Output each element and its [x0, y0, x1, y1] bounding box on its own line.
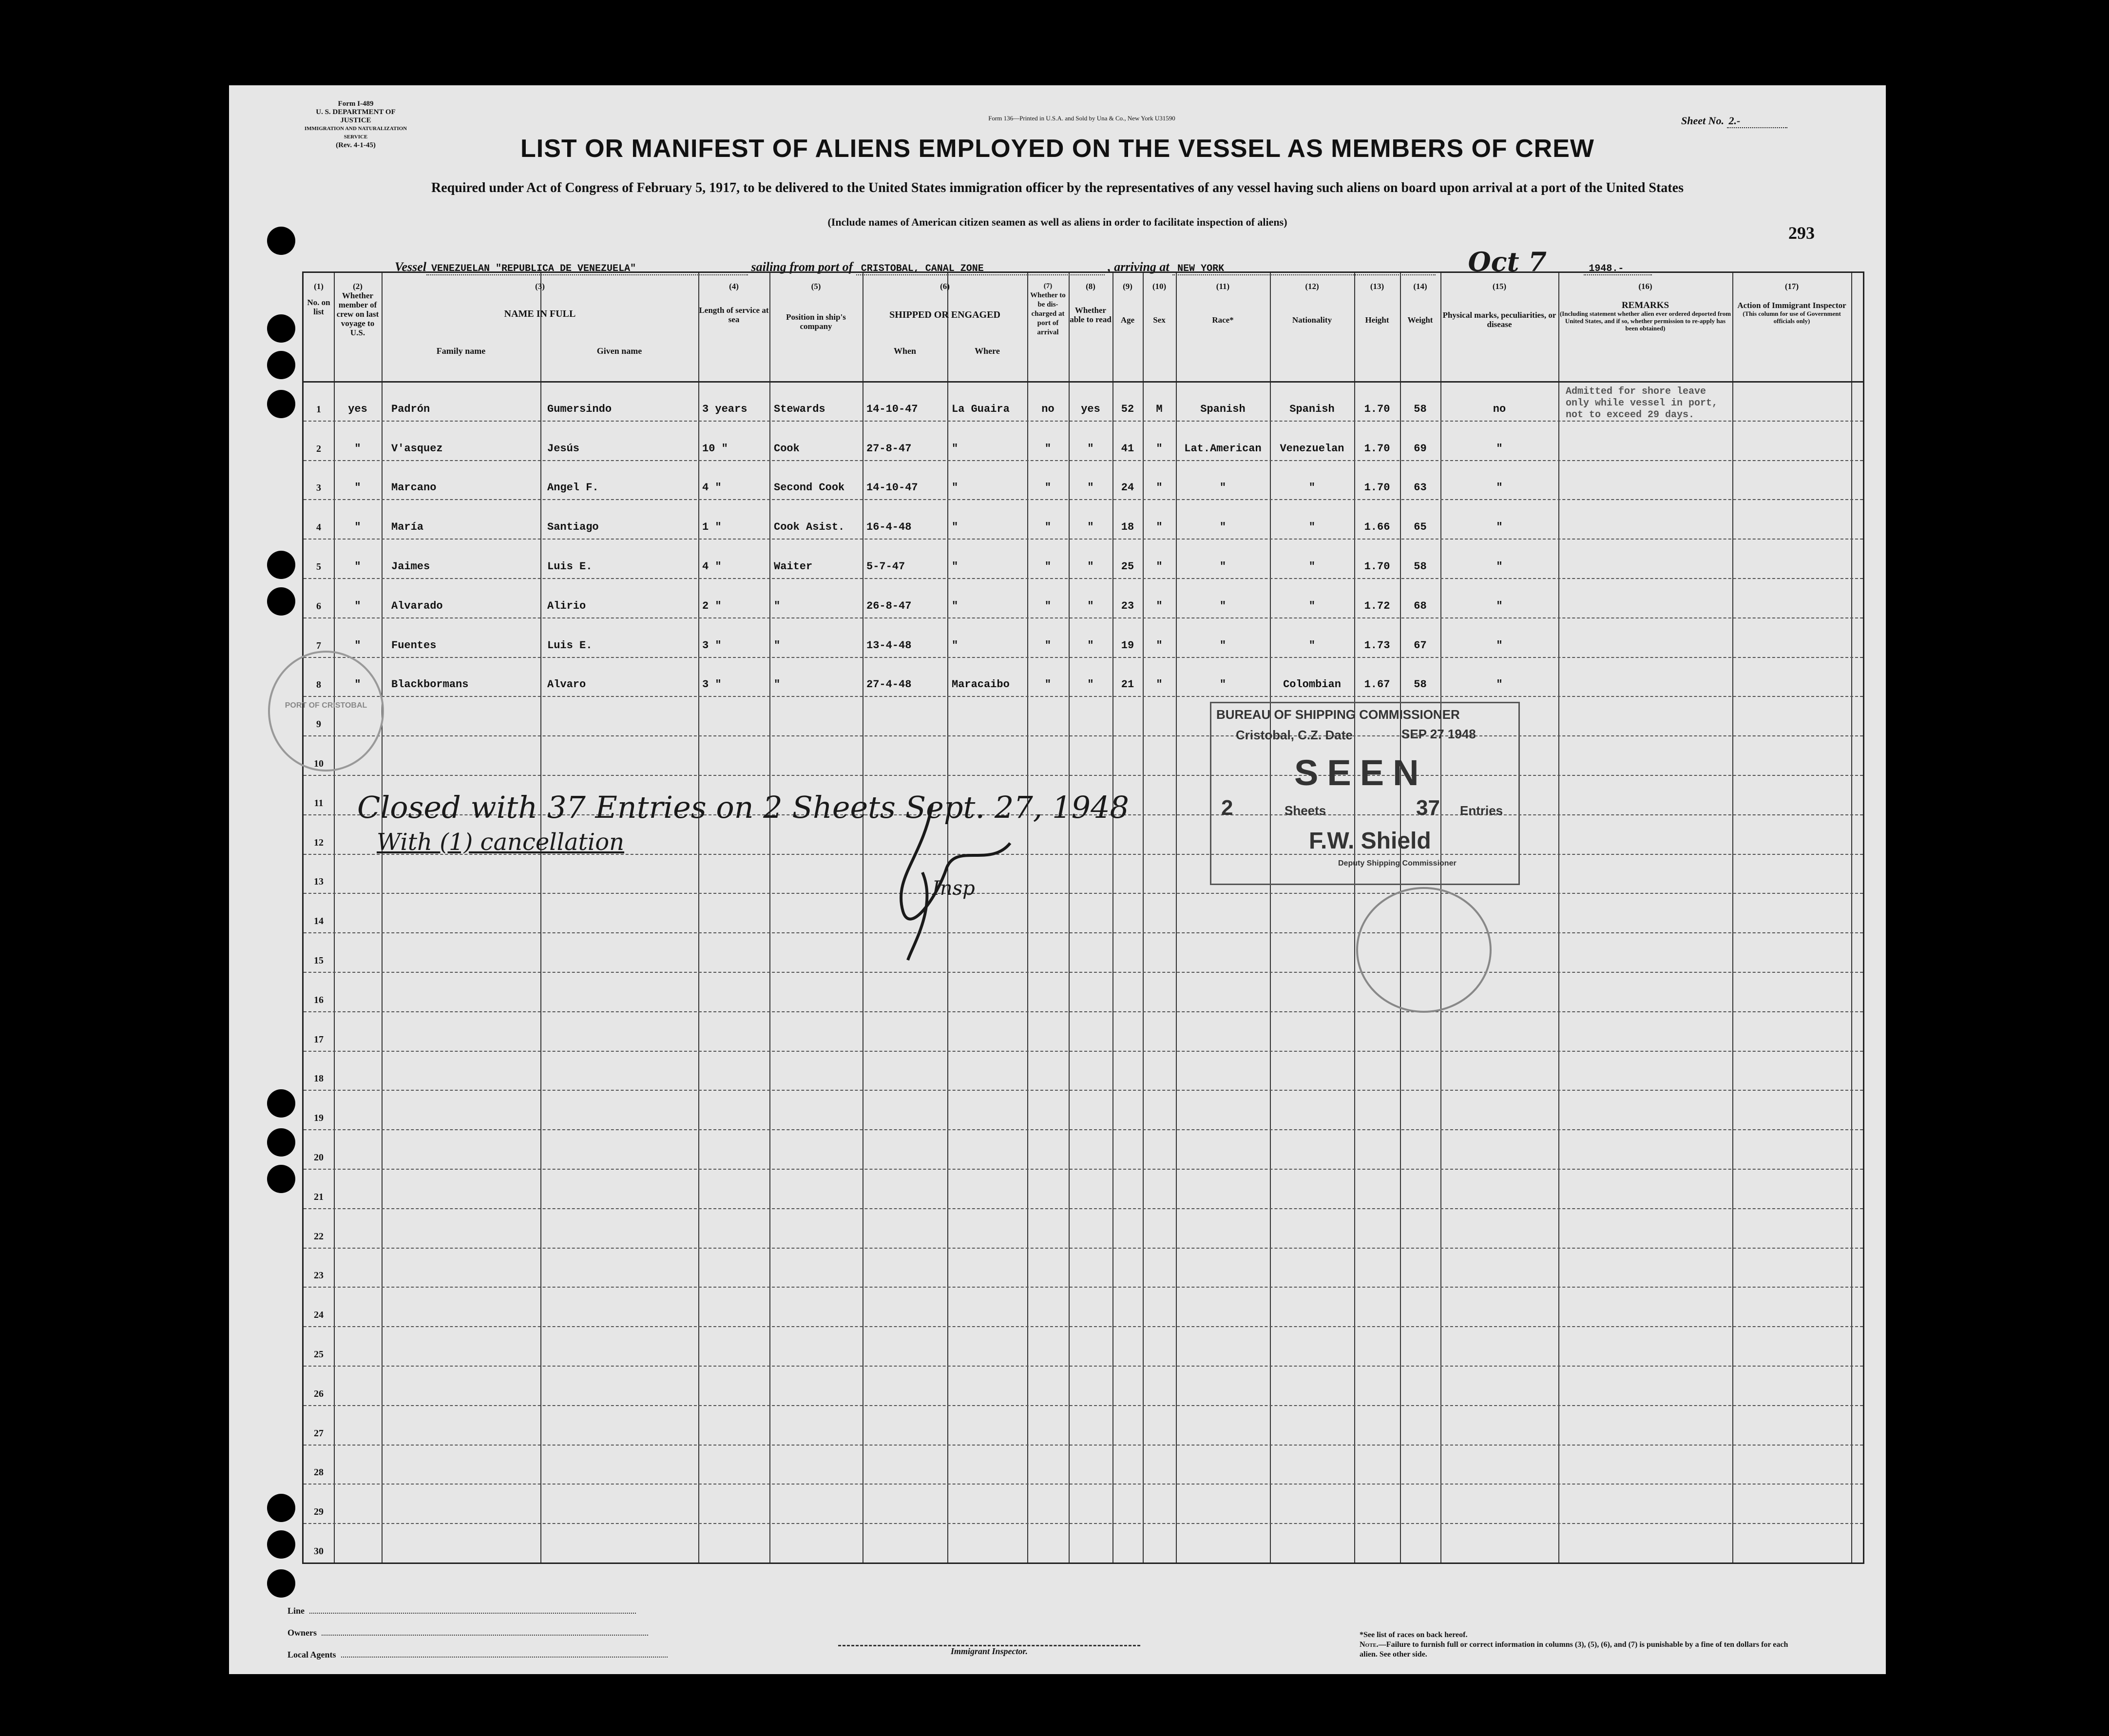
col-6-header: (6) SHIPPED OR ENGAGED: [889, 282, 1000, 320]
col-17-header: (17) Action of Immigrant Inspector (This column for use of Government officials only): [1737, 282, 1846, 325]
col-14-header: (14) Weight: [1407, 282, 1433, 325]
cell-given: Alvaro: [547, 678, 586, 691]
cell-race: ": [1219, 678, 1227, 691]
fine-note: —Failure to furnish full or correct information in columns (3), (5), (6), and (7) is punishable by a fine of ten dollars for each alien. See other side.: [1360, 1640, 1788, 1659]
row-number: 2: [316, 443, 321, 454]
cell-family: Jaimes: [391, 560, 430, 573]
sheet-number: [1681, 115, 1787, 128]
cell-discharged: ": [1044, 599, 1052, 612]
cell-age: 18: [1121, 521, 1134, 534]
cell-family: Padrón: [391, 403, 430, 415]
cell-where: ": [952, 521, 959, 534]
cell-crew: ": [354, 482, 361, 494]
cell-where: La Guaira: [952, 403, 1010, 415]
col-15-header: (15) Physical marks, peculiarities, or disease: [1442, 282, 1556, 329]
row-divider: [304, 1051, 1863, 1052]
cell-family: Marcano: [391, 482, 437, 494]
cell-family: V'asquez: [391, 442, 443, 455]
cell-where: ": [952, 442, 959, 455]
cell-family: Fuentes: [391, 639, 437, 652]
cell-crew: ": [354, 599, 361, 612]
cell-sex: ": [1156, 560, 1163, 573]
vessel-name: VENEZUELAN "REPUBLICA DE VENEZUELA": [426, 263, 748, 275]
cell-weight: 63: [1414, 482, 1427, 494]
cell-height: 1.67: [1364, 678, 1390, 691]
stamp-signature: F.W. Shield: [1309, 828, 1431, 854]
stamp-entries-label: Entries: [1460, 803, 1503, 818]
cell-race: ": [1219, 599, 1227, 612]
cell-nationality: ": [1308, 482, 1316, 494]
cell-discharged: ": [1044, 560, 1052, 573]
cell-service: 1 ": [702, 521, 722, 534]
cell-weight: 58: [1414, 678, 1427, 691]
col-9-header: (9) Age: [1120, 282, 1135, 325]
footer-notes: [1360, 1630, 1798, 1659]
table-header: [304, 273, 1863, 383]
cell-crew: ": [354, 521, 361, 534]
col-12-header: (12) Nationality: [1292, 282, 1332, 325]
cell-crew: yes: [348, 403, 367, 415]
cell-height: 1.70: [1364, 403, 1390, 415]
cell-discharged: ": [1044, 482, 1052, 494]
row-divider: [304, 775, 1863, 776]
cell-service: 3 ": [702, 639, 722, 652]
cell-service: 3 years: [702, 403, 748, 415]
cell-sex: ": [1156, 599, 1163, 612]
row-number: 3: [316, 482, 321, 494]
cell-given: Gumersindo: [547, 403, 612, 415]
row-divider: [304, 1090, 1863, 1091]
cell-when: 26-8-47: [866, 599, 912, 612]
cell-marks: no: [1493, 403, 1506, 415]
cell-marks: ": [1496, 521, 1503, 534]
cell-where: ": [952, 639, 959, 652]
stamp-entries-value: 37: [1416, 796, 1440, 820]
cell-given: Santiago: [547, 521, 599, 534]
cell-crew: ": [354, 442, 361, 455]
row-number: 8: [316, 679, 321, 691]
cell-nationality: Venezuelan: [1280, 442, 1344, 455]
cell-age: 21: [1121, 678, 1134, 691]
requirement-text: Required under Act of Congress of February 5, 1917, to be delivered to the United States immigration officer by the representatives of any vessel having such aliens on board upon arrival at a port of the United States: [431, 180, 1684, 195]
cell-discharged: no: [1041, 403, 1054, 415]
sheet-number-value: 2.-: [1727, 115, 1787, 128]
binder-hole: [267, 551, 295, 579]
row-divider: [304, 1129, 1863, 1130]
cell-age: 23: [1121, 599, 1134, 612]
row-divider: [304, 696, 1863, 697]
cell-discharged: ": [1044, 678, 1052, 691]
row-divider: [304, 1287, 1863, 1288]
sailing-label: sailing from port of: [751, 260, 853, 274]
cell-read: ": [1087, 639, 1094, 652]
cell-family: Blackbormans: [391, 678, 469, 691]
stamp-sheets-label: Sheets: [1285, 803, 1326, 818]
closing-note-handwritten: Closed with 37 Entries on 2 Sheets Sept. 27, 1948: [357, 790, 1129, 825]
cell-given: Angel F.: [547, 482, 599, 494]
cell-weight: 69: [1414, 442, 1427, 455]
races-note: *See list of races on back hereof.: [1360, 1631, 1468, 1639]
cell-sex: ": [1156, 639, 1163, 652]
cell-read: ": [1087, 442, 1094, 455]
cell-when: 13-4-48: [866, 639, 912, 652]
cell-nationality: Colombian: [1283, 678, 1341, 691]
cell-position: Cook: [774, 442, 800, 455]
row-number: 5: [316, 561, 321, 572]
row-divider: [304, 1445, 1863, 1446]
cell-read: ": [1087, 560, 1094, 573]
binder-hole: [267, 390, 295, 418]
cell-given: Alirio: [547, 599, 586, 612]
cell-race: Lat.American: [1184, 442, 1262, 455]
cell-read: ": [1087, 678, 1094, 691]
cell-age: 41: [1121, 442, 1134, 455]
cell-age: 24: [1121, 482, 1134, 494]
given-name-header: Given name: [596, 346, 642, 356]
cell-race: ": [1219, 521, 1227, 534]
row-number: 30: [314, 1546, 324, 1557]
stamp-bureau: BUREAU OF SHIPPING COMMISSIONER: [1216, 707, 1460, 722]
row-divider: [304, 657, 1863, 658]
cell-marks: ": [1496, 442, 1503, 455]
cell-nationality: Spanish: [1289, 403, 1335, 415]
cell-weight: 65: [1414, 521, 1427, 534]
port-round-stamp: [268, 651, 384, 772]
sheet-number-label: Sheet No.: [1681, 115, 1724, 127]
inspector-label: Immigrant Inspector.: [950, 1646, 1028, 1656]
row-number: 25: [314, 1349, 324, 1360]
binder-hole: [267, 1165, 295, 1193]
cell-discharged: ": [1044, 442, 1052, 455]
cell-where: ": [952, 599, 959, 612]
cell-when: 14-10-47: [866, 403, 918, 415]
agents-label: Local Agents: [288, 1650, 336, 1659]
cell-service: 4 ": [702, 482, 722, 494]
row-number: 17: [314, 1034, 324, 1045]
cell-race: ": [1219, 482, 1227, 494]
cell-position: ": [774, 599, 781, 612]
col-11-header: (11) Race*: [1212, 282, 1234, 325]
cell-given: Luis E.: [547, 560, 593, 573]
line-label: Line: [288, 1606, 305, 1616]
form-title: LIST OR MANIFEST OF ALIENS EMPLOYED ON THE VESSEL AS MEMBERS OF CREW: [520, 135, 1594, 163]
row-divider: [304, 578, 1863, 579]
row-divider: [304, 539, 1863, 540]
row-divider: [304, 1523, 1863, 1524]
cell-position: Waiter: [774, 560, 813, 573]
page-number: 293: [1788, 223, 1815, 243]
cell-marks: ": [1496, 639, 1503, 652]
cell-nationality: ": [1308, 560, 1316, 573]
col-7-header: (7) Whether to be dis-charged at port of arrival: [1030, 282, 1066, 336]
row-divider: [304, 1248, 1863, 1249]
col-3-header: (3) NAME IN FULL: [504, 282, 576, 319]
cell-discharged: ": [1044, 521, 1052, 534]
round-date-stamp: [1356, 887, 1492, 1013]
cell-sex: ": [1156, 442, 1163, 455]
inspector-signature: Insp: [932, 877, 975, 900]
footer-owners: [288, 1628, 648, 1638]
cell-marks: ": [1496, 599, 1503, 612]
cell-position: Stewards: [774, 403, 825, 415]
row-number: 9: [316, 719, 321, 730]
arrival-year: 1948.-: [1584, 263, 1652, 275]
cell-nationality: ": [1308, 639, 1316, 652]
cell-position: Cook Asist.: [774, 521, 845, 534]
cell-service: 2 ": [702, 599, 722, 612]
cell-where: ": [952, 482, 959, 494]
binder-hole: [267, 314, 295, 343]
row-number: 6: [316, 600, 321, 612]
cell-given: Jesús: [547, 442, 580, 455]
cell-when: 27-8-47: [866, 442, 912, 455]
sailing-port: CRISTOBAL, CANAL ZONE: [856, 263, 1105, 275]
department: U. S. DEPARTMENT OF JUSTICE: [316, 108, 396, 124]
col-2-header: (2) Whether member of crew on last voyage to U.S.: [336, 282, 379, 337]
cell-service: 10 ": [702, 442, 728, 455]
binder-hole: [267, 1494, 295, 1522]
col-8-header: (8) Whether able to read: [1070, 282, 1112, 324]
cell-service: 3 ": [702, 678, 722, 691]
row-divider: [304, 1169, 1863, 1170]
family-name-header: Family name: [436, 346, 486, 356]
note-label: Note.: [1360, 1640, 1379, 1649]
row-divider: [304, 932, 1863, 933]
row-number: 24: [314, 1310, 324, 1321]
cell-race: ": [1219, 639, 1227, 652]
cell-discharged: ": [1044, 639, 1052, 652]
cell-race: Spanish: [1200, 403, 1246, 415]
inspector-signature-scrawl: [864, 799, 1039, 965]
row-divider: [304, 972, 1863, 973]
row-number: 28: [314, 1467, 324, 1478]
arriving-port: NEW YORK: [1172, 263, 1436, 275]
row-divider: [304, 617, 1863, 618]
row-number: 1: [316, 404, 321, 415]
arriving-label: , arriving at: [1108, 260, 1170, 274]
cell-age: 19: [1121, 639, 1134, 652]
row-number: 12: [314, 837, 324, 848]
where-header: Where: [975, 346, 1000, 356]
cell-read: ": [1087, 599, 1094, 612]
footer-agents: [288, 1650, 668, 1660]
remarks-row-1: Admitted for shore leave only while vessel in port, not to exceed 29 days.: [1566, 386, 1718, 421]
col-1-header: (1) No. on list: [307, 282, 330, 316]
row-divider: [304, 1405, 1863, 1406]
cell-weight: 68: [1414, 599, 1427, 612]
cell-when: 5-7-47: [866, 560, 905, 573]
cell-position: ": [774, 639, 781, 652]
binder-hole: [267, 351, 295, 379]
binder-hole: [267, 227, 295, 255]
row-number: 4: [316, 522, 321, 533]
row-divider: [304, 1366, 1863, 1367]
row-number: 22: [314, 1231, 324, 1242]
footer-line: [288, 1606, 636, 1616]
row-divider: [304, 1326, 1863, 1327]
cell-height: 1.70: [1364, 442, 1390, 455]
cell-height: 1.72: [1364, 599, 1390, 612]
manifest-sheet: [229, 85, 1886, 1674]
cell-age: 52: [1121, 403, 1134, 415]
row-number: 11: [314, 797, 324, 809]
cell-weight: 58: [1414, 560, 1427, 573]
row-number: 7: [316, 640, 321, 651]
row-number: 13: [314, 876, 324, 887]
service: IMMIGRATION AND NATURALIZATION SERVICE: [304, 126, 407, 140]
row-number: 15: [314, 955, 324, 966]
cell-sex: ": [1156, 521, 1163, 534]
row-number: 10: [314, 758, 324, 769]
binder-hole: [267, 1089, 295, 1118]
cell-family: Alvarado: [391, 599, 443, 612]
cell-nationality: ": [1308, 599, 1316, 612]
cell-family: María: [391, 521, 424, 534]
cell-read: ": [1087, 482, 1094, 494]
cell-service: 4 ": [702, 560, 722, 573]
row-number: 16: [314, 994, 324, 1005]
cell-sex: ": [1156, 678, 1163, 691]
cell-age: 25: [1121, 560, 1134, 573]
cell-height: 1.73: [1364, 639, 1390, 652]
cell-sex: ": [1156, 482, 1163, 494]
cell-read: ": [1087, 521, 1094, 534]
cell-when: 16-4-48: [866, 521, 912, 534]
binder-hole: [267, 1569, 295, 1598]
immigrant-inspector-line: [838, 1645, 1140, 1657]
row-number: 20: [314, 1152, 324, 1163]
row-number: 14: [314, 916, 324, 927]
row-divider: [304, 1011, 1863, 1012]
col-10-header: (10) Sex: [1152, 282, 1167, 325]
printer-line: Form 136—Printed in U.S.A. and Sold by Una & Co., New York U31590: [988, 115, 1175, 122]
row-number: 21: [314, 1191, 324, 1202]
col-13-header: (13) Height: [1365, 282, 1389, 325]
revision: (Rev. 4-1-45): [336, 141, 376, 149]
cell-height: 1.70: [1364, 560, 1390, 573]
when-header: When: [893, 346, 916, 356]
arrival-date-handwritten: Oct 7: [1468, 246, 1547, 277]
cell-marks: ": [1496, 560, 1503, 573]
cell-crew: ": [354, 678, 361, 691]
col-4-header: (4) Length of service at sea: [699, 282, 769, 324]
row-divider: [304, 1208, 1863, 1209]
cancellation-note-handwritten: With (1) cancellation: [377, 829, 625, 856]
cell-position: Second Cook: [774, 482, 845, 494]
cell-position: ": [774, 678, 781, 691]
row-divider: [304, 499, 1863, 500]
row-number: 23: [314, 1270, 324, 1281]
stamp-date: SEP 27 1948: [1401, 727, 1476, 741]
cell-given: Luis E.: [547, 639, 593, 652]
binder-hole: [267, 587, 295, 616]
shipping-commissioner-stamp: [1210, 702, 1520, 885]
cell-marks: ": [1496, 482, 1503, 494]
cell-nationality: ": [1308, 521, 1316, 534]
stamp-place: Cristobal, C.Z. Date: [1236, 728, 1353, 742]
col-5-header: (5) Position in ship's company: [786, 282, 846, 331]
stamp-sheets-value: 2: [1221, 796, 1233, 820]
col-16-header: (16) REMARKS (Including statement whether alien ever ordered deported from United States, and if so, whether permission to re-apply has been obtained): [1559, 282, 1731, 332]
row-number: 19: [314, 1113, 324, 1124]
row-divider: [304, 735, 1863, 736]
cell-where: Maracaibo: [952, 678, 1010, 691]
row-number: 18: [314, 1073, 324, 1084]
stamp-seen: SEEN: [1294, 752, 1428, 793]
cell-read: yes: [1081, 403, 1100, 415]
row-number: 26: [314, 1388, 324, 1399]
cell-marks: ": [1496, 678, 1503, 691]
row-divider: [304, 1484, 1863, 1485]
row-number: 29: [314, 1506, 324, 1518]
cell-crew: ": [354, 560, 361, 573]
include-note: (Include names of American citizen seamen as well as aliens in order to facilitate inspection of aliens): [827, 216, 1287, 228]
crew-table: [302, 271, 1864, 1564]
form-number: Form I-489: [338, 100, 374, 108]
cell-when: 27-4-48: [866, 678, 912, 691]
vessel-label: Vessel: [395, 260, 426, 274]
cell-crew: ": [354, 639, 361, 652]
owners-label: Owners: [288, 1628, 317, 1638]
cell-when: 14-10-47: [866, 482, 918, 494]
binder-hole: [267, 1128, 295, 1157]
cell-height: 1.66: [1364, 521, 1390, 534]
row-divider: [304, 460, 1863, 461]
binder-hole: [267, 1530, 295, 1559]
row-divider: [304, 893, 1863, 894]
stamp-commissioner-title: Deputy Shipping Commissioner: [1338, 859, 1457, 868]
cell-where: ": [952, 560, 959, 573]
cell-race: ": [1219, 560, 1227, 573]
cell-sex: M: [1156, 403, 1163, 415]
cell-height: 1.70: [1364, 482, 1390, 494]
port-round-stamp-text: PORT OF CRISTOBAL: [285, 701, 367, 710]
row-number: 27: [314, 1427, 324, 1439]
cell-weight: 67: [1414, 639, 1427, 652]
cell-weight: 58: [1414, 403, 1427, 415]
